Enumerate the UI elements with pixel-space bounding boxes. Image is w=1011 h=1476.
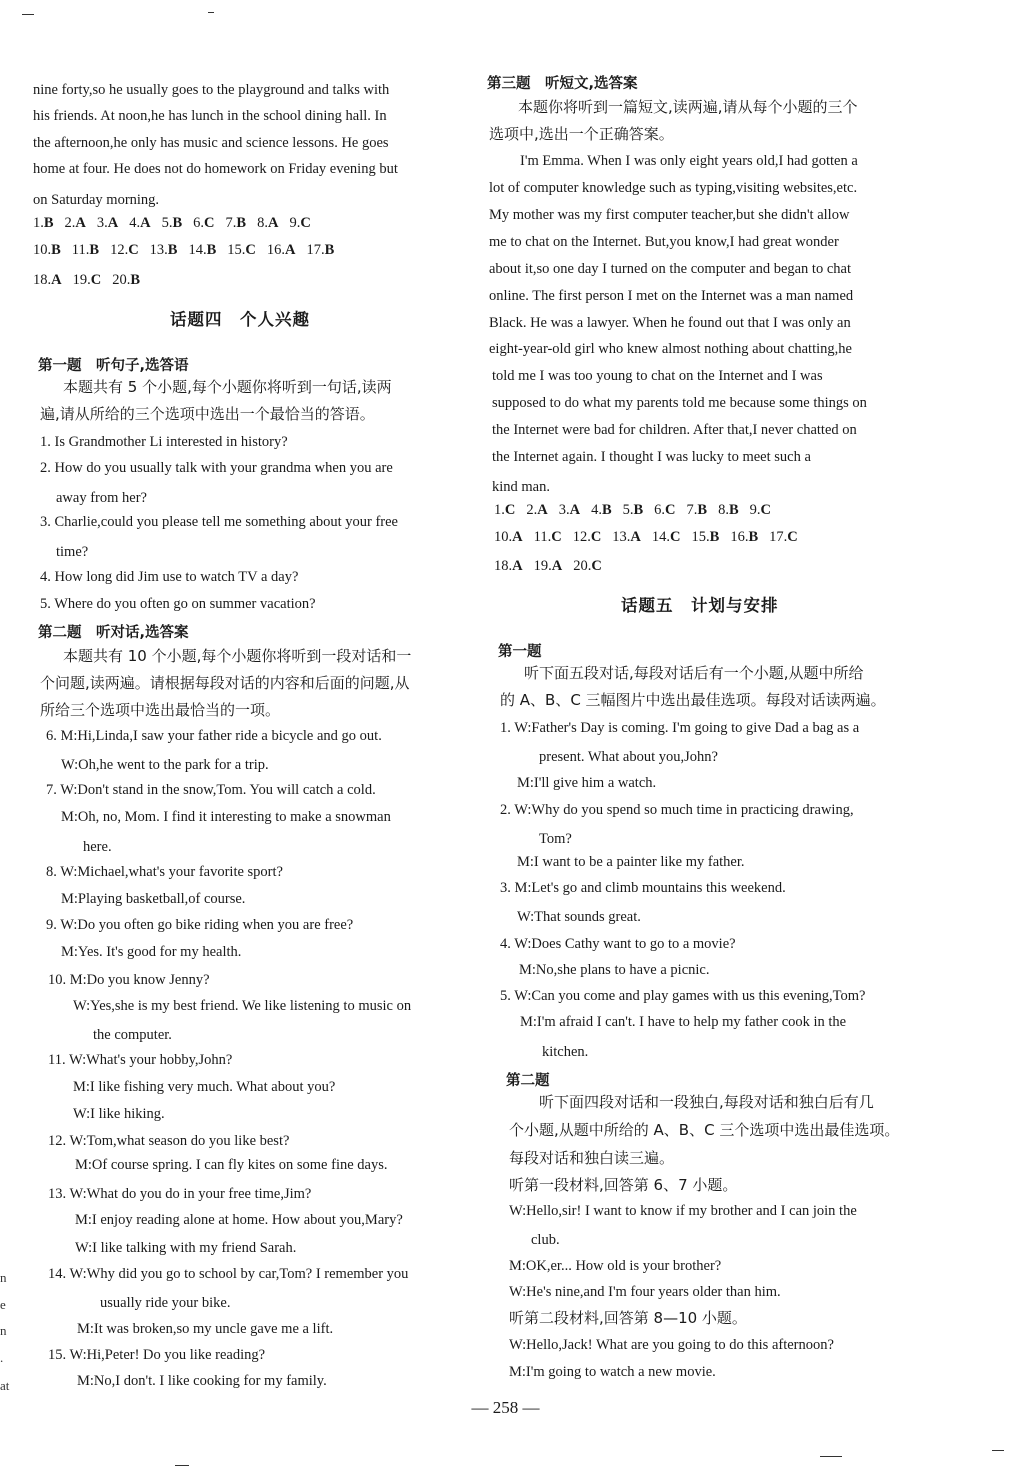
- answer-number: 7.: [225, 215, 237, 231]
- answer-number: 1.: [494, 502, 505, 518]
- material-instruction: 听第一段材料,回答第 6、7 小题。: [509, 1176, 738, 1194]
- answer-number: 14.: [651, 529, 671, 545]
- section-intro: 听下面五段对话,每段对话后有一个小题,从题中所给: [524, 664, 864, 682]
- section-intro: 个问题,读两遍。请根据每段对话的内容和后面的问题,从: [40, 674, 410, 692]
- section-intro: 遍,请从所给的三个选项中选出一个最恰当的答语。: [40, 405, 375, 423]
- scan-mark: [175, 1465, 189, 1466]
- answer-number: 4.: [129, 215, 141, 231]
- dialogue-line: M:Yes. It's good for my health.: [61, 944, 242, 960]
- answer-number: 5.: [161, 215, 173, 231]
- answer-item: [612, 529, 641, 545]
- answer-number: 19.: [533, 558, 552, 574]
- answer-item: [559, 502, 580, 518]
- dialogue-line: 14. W:Why did you go to school by car,Tom? I remember you: [48, 1266, 409, 1282]
- answer-item: [494, 529, 523, 545]
- page-number: — 258 —: [471, 1398, 540, 1417]
- answer-item: [534, 529, 562, 545]
- answer-item: [227, 242, 256, 258]
- material-instruction: 听第二段材料,回答第 8—10 小题。: [509, 1309, 747, 1327]
- answer-number: 19.: [72, 272, 91, 288]
- answer-item: [687, 502, 708, 518]
- topic-title: 话题四 个人兴趣: [170, 310, 310, 329]
- dialogue-line: 7. W:Don't stand in the snow,Tom. You will catch a cold.: [46, 782, 376, 798]
- section-intro: 本题你将听到一篇短文,读两遍,请从每个小题的三个: [518, 98, 858, 116]
- passage-line: me to chat on the Internet. But,you know,I had great wonder: [489, 234, 839, 250]
- answer-item: [750, 502, 771, 518]
- answer-letter: B: [236, 215, 247, 231]
- answer-number: 3.: [558, 502, 570, 518]
- answer-number: 7.: [686, 502, 698, 518]
- dialogue-line: present. What about you,John?: [539, 749, 718, 765]
- dialogue-line: 13. W:What do you do in your free time,Jim?: [48, 1186, 312, 1202]
- answer-number: 8.: [718, 502, 729, 518]
- answer-letter: B: [324, 242, 335, 258]
- answer-letter: B: [697, 502, 708, 518]
- scan-mark: [820, 1456, 842, 1457]
- passage-line: My mother was my first computer teacher,but she didn't allow: [489, 207, 850, 223]
- section-intro: 选项中,选出一个正确答案。: [489, 125, 674, 143]
- answer-number: 15.: [227, 242, 246, 258]
- answer-number: 8.: [257, 215, 268, 231]
- topic-title: 话题五 计划与安排: [621, 596, 779, 615]
- answer-letter: A: [107, 215, 119, 231]
- section-intro: 所给三个选项中选出最恰当的一项。: [40, 701, 281, 719]
- answer-item: [112, 272, 140, 288]
- answer-letter: A: [51, 272, 62, 288]
- answer-number: 20.: [112, 272, 131, 288]
- answer-letter: B: [172, 215, 183, 231]
- answer-item: [494, 502, 515, 518]
- continued-text-line: home at four. He does not do homework on Friday evening but: [33, 161, 398, 177]
- answer-letter: B: [601, 502, 612, 518]
- section-heading: 第二题 听对话,选答案: [38, 625, 189, 641]
- answer-row: [33, 213, 322, 233]
- answer-item: [226, 215, 247, 231]
- answer-number: 11.: [533, 529, 552, 545]
- answer-letter: C: [245, 242, 256, 258]
- dialogue-line: 6. M:Hi,Linda,I saw your father ride a bicycle and go out.: [46, 728, 382, 744]
- answer-letter: B: [130, 272, 141, 288]
- answer-number: 15.: [691, 529, 710, 545]
- answer-letter: C: [504, 502, 516, 518]
- passage-line: supposed to do what my parents told me because some things on: [492, 395, 867, 411]
- dialogue-line: M:No,I don't. I like cooking for my family.: [77, 1373, 327, 1389]
- dialogue-line: W:I like hiking.: [73, 1106, 165, 1122]
- dialogue-line: W:Hello,Jack! What are you going to do this afternoon?: [509, 1337, 834, 1353]
- answer-item: [193, 215, 214, 231]
- answer-number: 9.: [289, 215, 301, 231]
- answer-item: [591, 502, 612, 518]
- dialogue-line: M:I want to be a painter like my father.: [517, 854, 745, 870]
- answer-item: [72, 242, 99, 258]
- dialogue-line: 3. M:Let's go and climb mountains this weekend.: [500, 880, 786, 896]
- answer-letter: B: [89, 242, 100, 258]
- answer-item: [65, 215, 86, 231]
- edge-fragment: .: [0, 1350, 4, 1365]
- answer-row: [33, 240, 345, 260]
- answer-number: 20.: [573, 558, 592, 574]
- answer-letter: A: [537, 502, 548, 518]
- answer-letter: C: [590, 529, 602, 545]
- dialogue-line: M:Of course spring. I can fly kites on some fine days.: [75, 1157, 388, 1173]
- answer-item: [534, 558, 563, 574]
- dialogue-line: M:I'm afraid I can't. I have to help my father cook in the: [520, 1014, 847, 1030]
- answer-letter: C: [591, 558, 602, 574]
- answer-number: 5.: [622, 502, 634, 518]
- dialogue-line: the computer.: [93, 1027, 172, 1043]
- question-line: 2. How do you usually talk with your grandma when you are: [40, 460, 393, 476]
- dialogue-line: M:Oh, no, Mom. I find it interesting to make a snowman: [61, 809, 391, 825]
- section-heading: 第二题: [506, 1073, 550, 1089]
- answer-item: [110, 242, 139, 258]
- section-intro: 听下面四段对话和一段独白,每段对话和独白后有几: [539, 1093, 874, 1111]
- answer-item: [654, 502, 675, 518]
- dialogue-line: W:Hello,sir! I want to know if my brother and I can join the: [509, 1203, 857, 1219]
- answer-item: [494, 558, 523, 574]
- continued-text-line: the afternoon,he only has music and science lessons. He goes: [33, 135, 389, 151]
- scan-mark: [208, 12, 214, 13]
- dialogue-line: M:OK,er... How old is your brother?: [509, 1258, 722, 1274]
- answer-letter: A: [512, 529, 523, 545]
- answer-item: [150, 242, 178, 258]
- section-intro: 个小题,从题中所给的 A、B、C 三个选项中选出最佳选项。: [509, 1121, 900, 1139]
- answer-number: 17.: [306, 242, 325, 258]
- passage-line: the Internet again. I thought I was lucky to meet such a: [492, 449, 811, 465]
- answer-number: 11.: [71, 242, 90, 258]
- section-intro: 本题共有 10 个小题,每个小题你将听到一段对话和一: [63, 647, 412, 665]
- answer-item: [526, 502, 547, 518]
- answer-letter: A: [267, 215, 279, 231]
- section-heading: 第一题 听句子,选答语: [38, 358, 189, 374]
- section-intro: 的 A、B、C 三幅图片中选出最佳选项。每段对话读两遍。: [500, 691, 886, 709]
- answer-item: [623, 502, 644, 518]
- answer-item: [652, 529, 681, 545]
- answer-letter: C: [760, 502, 771, 518]
- passage-line: kind man.: [492, 479, 550, 495]
- answer-item: [718, 502, 739, 518]
- answer-number: 6.: [654, 502, 666, 518]
- answer-letter: A: [512, 558, 523, 574]
- dialogue-line: M:I'm going to watch a new movie.: [509, 1364, 716, 1380]
- question-line: 3. Charlie,could you please tell me something about your free: [40, 514, 398, 530]
- answer-item: [573, 529, 602, 545]
- answer-item: [33, 242, 61, 258]
- answer-item: [33, 215, 54, 231]
- answer-letter: B: [748, 529, 759, 545]
- dialogue-line: 8. W:Michael,what's your favorite sport?: [46, 864, 283, 880]
- answer-item: [188, 242, 216, 258]
- dialogue-line: M:It was broken,so my uncle gave me a lift.: [77, 1321, 334, 1337]
- edge-fragment: at: [0, 1378, 10, 1393]
- answer-letter: A: [551, 558, 563, 574]
- answer-item: [97, 215, 118, 231]
- answer-letter: B: [43, 215, 54, 231]
- dialogue-line: 5. W:Can you come and play games with us this evening,Tom?: [500, 988, 866, 1004]
- answer-number: 3.: [96, 215, 108, 231]
- dialogue-line: 1. W:Father's Day is coming. I'm going to give Dad a bag as a: [500, 720, 860, 736]
- answer-item: [257, 215, 278, 231]
- dialogue-line: M:I like fishing very much. What about you?: [73, 1079, 336, 1095]
- dialogue-line: 2. W:Why do you spend so much time in practicing drawing,: [500, 802, 854, 818]
- passage-line: the Internet were bad for children. After that,I never chatted on: [492, 422, 857, 438]
- answer-number: 18.: [494, 558, 513, 574]
- answer-row: [494, 556, 613, 576]
- answer-number: 16.: [730, 529, 749, 545]
- passage-line: about it,so one day I turned on the computer and began to chat: [489, 261, 851, 277]
- section-heading: 第一题: [498, 644, 542, 660]
- section-intro: 每段对话和独白读三遍。: [509, 1149, 675, 1167]
- answer-item: [306, 242, 334, 258]
- answer-letter: C: [300, 215, 311, 231]
- answer-number: 4.: [591, 502, 602, 518]
- passage-line: eight-year-old girl who knew almost nothing about chatting,he: [489, 341, 852, 357]
- answer-letter: A: [140, 215, 151, 231]
- answer-letter: C: [204, 215, 215, 231]
- answer-letter: C: [551, 529, 562, 545]
- answer-row: [494, 527, 809, 547]
- answer-item: [162, 215, 183, 231]
- answer-item: [573, 558, 602, 574]
- answer-number: 9.: [749, 502, 761, 518]
- dialogue-line: 10. M:Do you know Jenny?: [48, 972, 210, 988]
- answer-item: [769, 529, 798, 545]
- dialogue-line: here.: [83, 839, 112, 855]
- question-line: 1. Is Grandmother Li interested in history?: [40, 434, 288, 450]
- dialogue-line: Tom?: [539, 831, 572, 847]
- dialogue-line: W:Oh,he went to the park for a trip.: [61, 757, 269, 773]
- answer-item: [730, 529, 758, 545]
- answer-number: 13.: [612, 529, 631, 545]
- answer-item: [73, 272, 102, 288]
- answer-item: [289, 215, 310, 231]
- answer-letter: C: [665, 502, 676, 518]
- dialogue-line: usually ride your bike.: [100, 1295, 231, 1311]
- answer-number: 14.: [188, 242, 207, 258]
- edge-fragment: n: [0, 1270, 7, 1285]
- answer-number: 18.: [33, 272, 52, 288]
- dialogue-line: M:I enjoy reading alone at home. How about you,Mary?: [75, 1212, 403, 1228]
- answer-number: 17.: [769, 529, 788, 545]
- answer-number: 2.: [64, 215, 76, 231]
- dialogue-line: 11. W:What's your hobby,John?: [48, 1052, 233, 1068]
- answer-letter: A: [630, 529, 641, 545]
- answer-number: 12.: [572, 529, 591, 545]
- dialogue-line: M:No,she plans to have a picnic.: [519, 962, 710, 978]
- answer-number: 13.: [149, 242, 168, 258]
- dialogue-line: 12. W:Tom,what season do you like best?: [48, 1133, 290, 1149]
- passage-line: online. The first person I met on the Internet was a man named: [489, 288, 854, 304]
- continued-text-line: on Saturday morning.: [33, 192, 160, 208]
- answer-letter: B: [728, 502, 739, 518]
- section-intro: 本题共有 5 个小题,每个小题你将听到一句话,读两: [63, 378, 392, 396]
- dialogue-line: M:I'll give him a watch.: [517, 775, 657, 791]
- answer-letter: C: [128, 242, 139, 258]
- dialogue-line: kitchen.: [542, 1044, 589, 1060]
- answer-letter: B: [167, 242, 178, 258]
- answer-letter: C: [90, 272, 102, 288]
- question-line: away from her?: [56, 490, 147, 506]
- answer-letter: A: [75, 215, 86, 231]
- section-heading: 第三题 听短文,选答案: [487, 76, 638, 92]
- dialogue-line: 9. W:Do you often go bike riding when you are free?: [46, 917, 354, 933]
- edge-fragment: n: [0, 1323, 7, 1338]
- continued-text-line: his friends. At noon,he has lunch in the school dining hall. In: [33, 108, 387, 124]
- answer-number: 2.: [526, 502, 538, 518]
- answer-number: 16.: [266, 242, 285, 258]
- answer-letter: A: [285, 242, 296, 258]
- answer-number: 10.: [33, 242, 52, 258]
- edge-fragment: e: [0, 1297, 6, 1312]
- passage-line: Black. He was a lawyer. When he found out that I was only an: [489, 315, 851, 331]
- answer-item: [692, 529, 720, 545]
- question-line: 5. Where do you often go on summer vacation?: [40, 596, 316, 612]
- answer-letter: B: [709, 529, 720, 545]
- scan-mark: [22, 14, 34, 15]
- answer-letter: B: [206, 242, 217, 258]
- answer-number: 6.: [193, 215, 205, 231]
- passage-line: told me I was too young to chat on the Internet and I was: [492, 368, 823, 384]
- dialogue-line: W:He's nine,and I'm four years older than him.: [509, 1284, 781, 1300]
- answer-row: [33, 270, 151, 290]
- answer-letter: B: [51, 242, 61, 258]
- answer-letter: B: [633, 502, 644, 518]
- answer-number: 1.: [33, 215, 44, 231]
- answer-item: [267, 242, 296, 258]
- dialogue-line: M:Playing basketball,of course.: [61, 891, 246, 907]
- dialogue-line: club.: [531, 1232, 560, 1248]
- answer-letter: C: [670, 529, 681, 545]
- dialogue-line: W:I like talking with my friend Sarah.: [75, 1240, 297, 1256]
- dialogue-line: W:That sounds great.: [517, 909, 641, 925]
- passage-line: I'm Emma. When I was only eight years old,I had gotten a: [520, 153, 858, 169]
- question-line: 4. How long did Jim use to watch TV a day?: [40, 569, 299, 585]
- answer-letter: A: [569, 502, 581, 518]
- answer-number: 10.: [494, 529, 513, 545]
- scan-mark: [992, 1450, 1004, 1451]
- continued-text-line: nine forty,so he usually goes to the playground and talks with: [33, 82, 390, 98]
- dialogue-line: 4. W:Does Cathy want to go to a movie?: [500, 936, 736, 952]
- answer-letter: C: [787, 529, 798, 545]
- dialogue-line: 15. W:Hi,Peter! Do you like reading?: [48, 1347, 266, 1363]
- question-line: time?: [56, 544, 89, 560]
- answer-item: [129, 215, 150, 231]
- answer-number: 12.: [110, 242, 129, 258]
- dialogue-line: W:Yes,she is my best friend. We like listening to music on: [73, 998, 412, 1014]
- answer-row: [494, 500, 782, 520]
- passage-line: lot of computer knowledge such as typing,visiting websites,etc.: [489, 180, 858, 196]
- answer-item: [33, 272, 62, 288]
